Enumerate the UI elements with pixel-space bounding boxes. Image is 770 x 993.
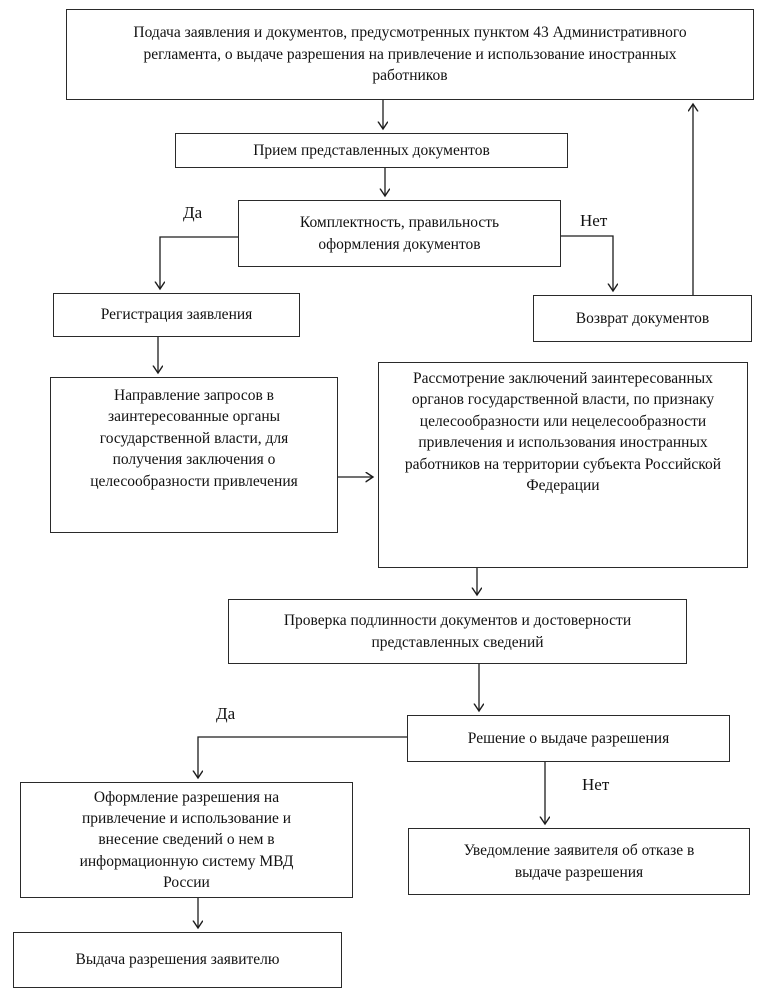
node-review-of-conclusions [378, 362, 748, 568]
node-submit-application [66, 9, 754, 100]
node-send-requests-label: Направление запросов в заинтересованные органы государственной власти, для получения заключения о целесообразности привлечения [90, 387, 298, 490]
node-send-requests [50, 377, 338, 533]
edge-completeness-yes-to-registration [160, 237, 238, 289]
node-refusal-notification [408, 828, 750, 895]
node-reception-of-documents-label: Прием представленных документов [253, 141, 490, 159]
branch-label-no-top: Нет [580, 211, 608, 230]
branch-label-yes-top: Да [183, 203, 203, 222]
node-return-of-documents-label: Возврат документов [575, 309, 710, 327]
node-application-registration-label: Регистрация заявления [100, 306, 253, 324]
branch-label-no-bottom: Нет [582, 775, 610, 794]
node-refusal-notification-label: Уведомление заявителя об отказе в выдаче разрешения [463, 842, 695, 881]
node-permit-decision-label: Решение о выдаче разрешения [467, 729, 670, 747]
node-authenticity-verification-label: Проверка подлинности документов и достоверности представленных сведений [283, 612, 632, 651]
node-permit-handover-label: Выдача разрешения заявителю [75, 951, 280, 969]
node-authenticity-verification [228, 599, 687, 664]
node-submit-application-label: Подача заявления и документов, предусмотренных пунктом 43 Административного регламента, о выдаче разрешения на привлечение и использование иностранных работников [133, 24, 687, 85]
node-return-of-documents [533, 295, 752, 342]
node-reception-of-documents [175, 133, 568, 168]
branch-label-yes-bottom: Да [216, 704, 236, 723]
node-completeness-check [238, 200, 561, 267]
edge-completeness-no-to-return-docs [561, 236, 613, 291]
edge-decision-yes-to-issue-permit [198, 737, 407, 778]
node-permit-issuance-processing [20, 782, 353, 898]
node-permit-decision [407, 715, 730, 762]
node-application-registration [53, 293, 300, 337]
node-permit-issuance-processing-label: Оформление разрешения на привлечение и использование и внесение сведений о нем в информационную систему МВД России [79, 788, 294, 892]
node-review-of-conclusions-label: Рассмотрение заключений заинтересованных органов государственной власти, по признаку целесообразности или нецелесообразности привлечения и использования иностранных работников на территории субъекта Российской Федерации [404, 370, 722, 494]
node-permit-handover [13, 932, 342, 988]
node-completeness-check-label: Комплектность, правильность оформления документов [299, 214, 500, 253]
